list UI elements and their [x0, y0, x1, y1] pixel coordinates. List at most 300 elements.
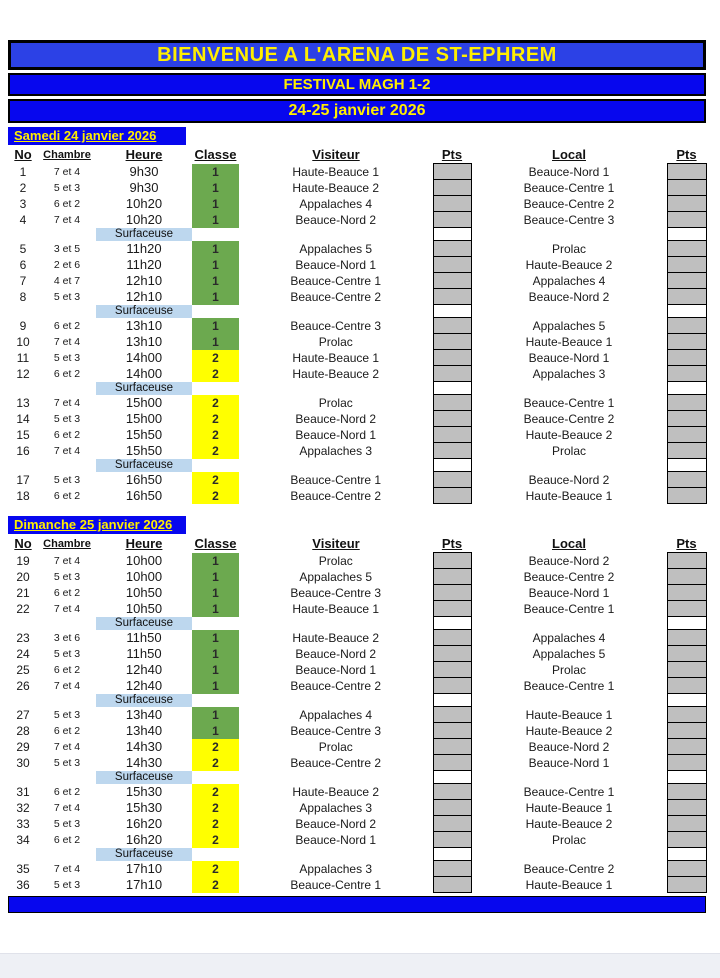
cell-local	[471, 617, 667, 630]
cell-visiteur: Appalaches 4	[299, 707, 373, 722]
column-header-heure: Heure	[125, 147, 163, 163]
cell-visiteur: Beauce-Nord 1	[295, 257, 377, 272]
game-row	[8, 366, 706, 382]
schedule-table	[8, 535, 707, 893]
cell-visiteur: Haute-Beauce 1	[292, 350, 380, 365]
cell-visiteur: Beauce-Nord 2	[295, 212, 377, 227]
game-row	[8, 800, 706, 816]
cell-classe: 2	[192, 877, 239, 893]
cell-no: 7	[19, 273, 27, 288]
cell-chambre: 6 et 2	[53, 586, 81, 599]
pts-box-visiteur	[433, 617, 471, 630]
cell-classe: 1	[192, 601, 239, 617]
column-header-local: Local	[552, 147, 586, 163]
column-header-pts-l: Pts	[676, 147, 697, 162]
cell-no: 34	[16, 832, 30, 847]
cell-chambre	[38, 305, 96, 318]
pts-box-visiteur	[433, 289, 471, 305]
cell-heure: 10h50	[125, 601, 163, 616]
cell-no	[8, 228, 38, 241]
cell-no: 31	[16, 784, 30, 799]
pts-box-local	[667, 273, 706, 289]
cell-classe: 1	[192, 273, 239, 289]
cell-classe	[192, 459, 239, 472]
pts-box-visiteur	[433, 816, 471, 832]
cell-visiteur: Beauce-Nord 2	[295, 411, 377, 426]
cell-heure: 15h30	[125, 784, 163, 799]
cell-visiteur: Prolac	[318, 553, 353, 568]
pts-box-visiteur	[433, 646, 471, 662]
cell-heure: 12h10	[125, 289, 163, 304]
pts-box-local	[667, 662, 706, 678]
cell-classe: 2	[192, 739, 239, 755]
cell-classe: 2	[192, 395, 239, 411]
cell-local: Beauce-Nord 2	[528, 553, 610, 568]
cell-classe: 1	[192, 196, 239, 212]
cell-local: Haute-Beauce 1	[525, 707, 613, 722]
cell-classe: 1	[192, 585, 239, 601]
cell-heure: 11h20	[126, 257, 162, 272]
game-row	[8, 350, 706, 366]
cell-chambre: 6 et 2	[53, 724, 81, 737]
cell-classe	[192, 382, 239, 395]
game-row	[8, 784, 706, 800]
cell-classe: 1	[192, 646, 239, 662]
cell-chambre: 7 et 4	[53, 335, 81, 348]
cell-no: 20	[16, 569, 30, 584]
cell-classe: 1	[192, 569, 239, 585]
column-header-heure: Heure	[125, 536, 163, 552]
game-row	[8, 585, 706, 601]
pts-box-visiteur	[433, 241, 471, 257]
cell-no: 17	[16, 472, 30, 487]
cell-visiteur: Appalaches 3	[299, 800, 373, 815]
surfaceuse-row	[8, 694, 706, 707]
cell-local: Beauce-Nord 2	[528, 289, 610, 304]
cell-chambre	[38, 771, 96, 784]
pts-box-local	[667, 569, 706, 585]
cell-visiteur	[239, 459, 433, 472]
pts-box-visiteur	[433, 694, 471, 707]
pts-box-visiteur	[433, 212, 471, 228]
cell-visiteur: Haute-Beauce 1	[292, 601, 380, 616]
cell-heure: 12h40	[125, 678, 163, 693]
cell-heure: 13h10	[125, 318, 163, 333]
game-row	[8, 241, 706, 257]
cell-visiteur: Prolac	[318, 739, 353, 754]
cell-no: 26	[16, 678, 30, 693]
game-row	[8, 488, 706, 504]
cell-no: 18	[16, 488, 30, 503]
cell-visiteur: Haute-Beauce 2	[292, 366, 380, 381]
surfaceuse-cell: Surfaceuse	[96, 305, 192, 318]
pts-box-visiteur	[433, 755, 471, 771]
cell-local: Beauce-Nord 1	[528, 585, 610, 600]
cell-visiteur: Beauce-Centre 3	[290, 723, 382, 738]
cell-visiteur: Haute-Beauce 2	[292, 630, 380, 645]
pts-box-local	[667, 443, 706, 459]
game-row	[8, 569, 706, 585]
column-header-chambre: Chambre	[43, 537, 91, 550]
cell-heure: 10h50	[125, 585, 163, 600]
cell-classe: 2	[192, 832, 239, 848]
cell-local: Prolac	[551, 832, 586, 847]
cell-classe: 2	[192, 784, 239, 800]
cell-visiteur: Prolac	[318, 395, 353, 410]
cell-classe: 2	[192, 861, 239, 877]
pts-box-visiteur	[433, 196, 471, 212]
cell-classe: 1	[192, 662, 239, 678]
cell-heure: 14h30	[125, 739, 163, 754]
pts-box-visiteur	[433, 678, 471, 694]
cell-classe: 1	[192, 180, 239, 196]
cell-visiteur: Beauce-Nord 1	[295, 662, 377, 677]
pts-box-local	[667, 334, 706, 350]
cell-no: 8	[19, 289, 27, 304]
cell-visiteur: Beauce-Nord 2	[295, 816, 377, 831]
cell-visiteur	[239, 382, 433, 395]
cell-local: Appalaches 3	[532, 366, 606, 381]
cell-visiteur: Beauce-Centre 1	[290, 877, 382, 892]
cell-local: Haute-Beauce 2	[525, 816, 613, 831]
cell-classe	[192, 848, 239, 861]
column-header-visiteur: Visiteur	[312, 147, 360, 163]
pts-box-visiteur	[433, 472, 471, 488]
cell-no: 4	[19, 212, 27, 227]
cell-visiteur: Haute-Beauce 2	[292, 180, 380, 195]
pts-box-visiteur	[433, 257, 471, 273]
pts-box-local	[667, 289, 706, 305]
cell-visiteur: Beauce-Centre 1	[290, 472, 382, 487]
game-row	[8, 334, 706, 350]
cell-no: 25	[16, 662, 30, 677]
cell-classe: 2	[192, 755, 239, 771]
game-row	[8, 443, 706, 459]
cell-chambre: 6 et 2	[53, 367, 81, 380]
cell-chambre: 3 et 5	[53, 242, 81, 255]
cell-no: 10	[16, 334, 30, 349]
cell-no: 11	[16, 350, 30, 365]
cell-local: Appalaches 4	[532, 630, 606, 645]
cell-no: 28	[16, 723, 30, 738]
cell-heure: 12h40	[125, 662, 163, 677]
cell-classe	[192, 228, 239, 241]
cell-chambre: 4 et 7	[53, 274, 81, 287]
pts-box-visiteur	[433, 832, 471, 848]
cell-local: Beauce-Nord 1	[528, 755, 610, 770]
cell-chambre: 7 et 4	[53, 165, 81, 178]
pts-box-local	[667, 646, 706, 662]
cell-visiteur: Beauce-Nord 2	[295, 646, 377, 661]
pts-box-visiteur	[433, 395, 471, 411]
cell-visiteur: Beauce-Centre 2	[290, 755, 382, 770]
pts-box-local	[667, 180, 706, 196]
cell-local: Appalaches 4	[532, 273, 606, 288]
cell-no: 35	[16, 861, 30, 876]
cell-visiteur: Appalaches 5	[299, 241, 373, 256]
cell-no: 30	[16, 755, 30, 770]
cell-heure: 13h10	[125, 334, 163, 349]
cell-no: 13	[16, 395, 30, 410]
game-row	[8, 755, 706, 771]
cell-chambre: 5 et 3	[53, 708, 81, 721]
cell-local: Beauce-Centre 2	[523, 569, 615, 584]
pts-box-local	[667, 212, 706, 228]
cell-local: Beauce-Centre 2	[523, 861, 615, 876]
game-row	[8, 646, 706, 662]
cell-no: 36	[16, 877, 30, 892]
cell-no: 14	[16, 411, 30, 426]
column-header-classe: Classe	[194, 536, 237, 552]
cell-no	[8, 305, 38, 318]
cell-local	[471, 382, 667, 395]
game-row	[8, 395, 706, 411]
cell-classe	[192, 694, 239, 707]
cell-chambre: 7 et 4	[53, 862, 81, 875]
pts-box-local	[667, 459, 706, 472]
cell-heure: 15h00	[125, 395, 163, 410]
cell-chambre: 7 et 4	[53, 396, 81, 409]
pts-box-visiteur	[433, 553, 471, 569]
cell-classe: 1	[192, 678, 239, 694]
cell-classe: 2	[192, 443, 239, 459]
game-row	[8, 472, 706, 488]
cell-local: Beauce-Nord 1	[528, 350, 610, 365]
pts-box-visiteur	[433, 164, 471, 180]
cell-no: 33	[16, 816, 30, 831]
pts-box-visiteur	[433, 771, 471, 784]
pts-box-local	[667, 228, 706, 241]
cell-chambre: 6 et 2	[53, 785, 81, 798]
cell-no	[8, 694, 38, 707]
cell-no: 32	[16, 800, 30, 815]
surfaceuse-cell: Surfaceuse	[96, 382, 192, 395]
cell-chambre: 5 et 3	[53, 647, 81, 660]
cell-chambre: 2 et 6	[53, 258, 81, 271]
cell-no: 16	[16, 443, 30, 458]
game-row	[8, 630, 706, 646]
column-header-pts-v: Pts	[441, 536, 463, 551]
cell-chambre: 5 et 3	[53, 351, 81, 364]
cell-chambre: 7 et 4	[53, 444, 81, 457]
pts-box-visiteur	[433, 459, 471, 472]
pts-box-local	[667, 800, 706, 816]
cell-visiteur: Beauce-Centre 3	[290, 318, 382, 333]
cell-heure: 10h20	[125, 196, 163, 211]
cell-heure: 16h50	[125, 488, 163, 503]
cell-no: 24	[16, 646, 30, 661]
cell-local: Beauce-Centre 2	[523, 411, 615, 426]
game-row	[8, 196, 706, 212]
cell-local: Beauce-Nord 2	[528, 472, 610, 487]
pts-box-visiteur	[433, 800, 471, 816]
cell-heure: 10h00	[125, 553, 163, 568]
cell-no: 23	[16, 630, 30, 645]
cell-visiteur	[239, 848, 433, 861]
game-row	[8, 180, 706, 196]
cell-chambre: 6 et 2	[53, 833, 81, 846]
cell-classe: 2	[192, 816, 239, 832]
cell-classe	[192, 771, 239, 784]
surfaceuse-row	[8, 459, 706, 472]
cell-visiteur: Beauce-Nord 1	[295, 427, 377, 442]
column-header-visiteur: Visiteur	[312, 536, 360, 552]
cell-classe	[192, 305, 239, 318]
cell-classe: 1	[192, 334, 239, 350]
cell-chambre: 3 et 6	[53, 631, 81, 644]
cell-visiteur: Beauce-Centre 3	[290, 585, 382, 600]
cell-no: 22	[16, 601, 30, 616]
cell-visiteur	[239, 228, 433, 241]
game-row	[8, 739, 706, 755]
cell-heure: 11h20	[126, 241, 162, 256]
pts-box-visiteur	[433, 707, 471, 723]
cell-heure: 17h10	[125, 861, 163, 876]
cell-no: 6	[19, 257, 27, 272]
pts-box-visiteur	[433, 784, 471, 800]
pts-box-local	[667, 739, 706, 755]
surfaceuse-cell: Surfaceuse	[96, 771, 192, 784]
pts-box-visiteur	[433, 585, 471, 601]
cell-chambre: 7 et 4	[53, 679, 81, 692]
cell-no	[8, 617, 38, 630]
pts-box-local	[667, 318, 706, 334]
cell-chambre: 7 et 4	[53, 554, 81, 567]
cell-visiteur: Appalaches 3	[299, 443, 373, 458]
cell-classe: 1	[192, 553, 239, 569]
cell-chambre: 7 et 4	[53, 602, 81, 615]
cell-visiteur	[239, 694, 433, 707]
cell-heure: 9h30	[129, 164, 159, 179]
pts-box-local	[667, 553, 706, 569]
cell-chambre: 6 et 2	[53, 489, 81, 502]
pts-box-local	[667, 411, 706, 427]
cell-no: 3	[19, 196, 27, 211]
cell-local: Haute-Beauce 1	[525, 877, 613, 892]
pts-box-visiteur	[433, 427, 471, 443]
cell-visiteur	[239, 617, 433, 630]
surfaceuse-cell: Surfaceuse	[96, 228, 192, 241]
day-sections	[8, 127, 706, 893]
pts-box-local	[667, 877, 706, 893]
header-row	[8, 146, 706, 164]
pts-box-local	[667, 832, 706, 848]
game-row	[8, 832, 706, 848]
pts-box-local	[667, 241, 706, 257]
pts-box-local	[667, 707, 706, 723]
cell-no	[8, 771, 38, 784]
pts-box-local	[667, 771, 706, 784]
surfaceuse-cell: Surfaceuse	[96, 848, 192, 861]
banner-welcome: BIENVENUE A L'ARENA DE ST-EPHREM	[8, 40, 706, 70]
cell-classe: 1	[192, 630, 239, 646]
cell-local: Beauce-Centre 1	[523, 678, 615, 693]
pts-box-local	[667, 784, 706, 800]
cell-visiteur: Beauce-Centre 2	[290, 678, 382, 693]
cell-chambre: 5 et 3	[53, 473, 81, 486]
cell-chambre	[38, 459, 96, 472]
cell-no	[8, 382, 38, 395]
cell-chambre: 7 et 4	[53, 801, 81, 814]
cell-local: Beauce-Nord 2	[528, 739, 610, 754]
cell-chambre: 5 et 3	[53, 181, 81, 194]
column-header-local: Local	[552, 536, 586, 552]
page-footer-band	[0, 953, 720, 978]
header-row	[8, 535, 706, 553]
pts-box-visiteur	[433, 630, 471, 646]
pts-box-local	[667, 366, 706, 382]
day-header: Dimanche 25 janvier 2026	[8, 516, 186, 534]
pts-box-local	[667, 848, 706, 861]
cell-classe: 2	[192, 350, 239, 366]
cell-chambre: 6 et 2	[53, 663, 81, 676]
cell-heure: 12h10	[125, 273, 163, 288]
cell-chambre: 5 et 3	[53, 412, 81, 425]
pts-box-local	[667, 196, 706, 212]
cell-heure: 11h50	[126, 630, 162, 645]
cell-heure: 16h20	[125, 832, 163, 847]
cell-no: 12	[16, 366, 30, 381]
cell-local	[471, 305, 667, 318]
pts-box-local	[667, 694, 706, 707]
cell-no	[8, 459, 38, 472]
cell-local: Beauce-Nord 1	[528, 164, 610, 179]
cell-classe: 2	[192, 411, 239, 427]
cell-chambre: 7 et 4	[53, 213, 81, 226]
game-row	[8, 289, 706, 305]
cell-visiteur: Appalaches 4	[299, 196, 373, 211]
cell-local: Appalaches 5	[532, 318, 606, 333]
game-row	[8, 318, 706, 334]
pts-box-visiteur	[433, 318, 471, 334]
pts-box-visiteur	[433, 723, 471, 739]
cell-visiteur: Beauce-Centre 2	[290, 289, 382, 304]
pts-box-local	[667, 257, 706, 273]
pts-box-visiteur	[433, 366, 471, 382]
pts-box-visiteur	[433, 877, 471, 893]
cell-no: 29	[16, 739, 30, 754]
pts-box-local	[667, 395, 706, 411]
cell-local: Beauce-Centre 1	[523, 395, 615, 410]
surfaceuse-row	[8, 228, 706, 241]
pts-box-visiteur	[433, 334, 471, 350]
banner-dates: 24-25 janvier 2026	[8, 99, 706, 123]
pts-box-visiteur	[433, 569, 471, 585]
cell-no: 19	[16, 553, 30, 568]
cell-chambre: 5 et 3	[53, 570, 81, 583]
game-row	[8, 601, 706, 617]
cell-local: Haute-Beauce 2	[525, 427, 613, 442]
pts-box-local	[667, 617, 706, 630]
game-row	[8, 553, 706, 569]
surfaceuse-row	[8, 848, 706, 861]
cell-classe: 2	[192, 366, 239, 382]
surfaceuse-cell: Surfaceuse	[96, 617, 192, 630]
bottom-blue-bar	[8, 896, 706, 913]
cell-local: Beauce-Centre 3	[523, 212, 615, 227]
column-header-chambre: Chambre	[43, 148, 91, 161]
pts-box-visiteur	[433, 228, 471, 241]
cell-local: Beauce-Centre 1	[523, 180, 615, 195]
day-section-dimanche	[8, 516, 706, 893]
cell-no: 1	[19, 164, 27, 179]
pts-box-visiteur	[433, 180, 471, 196]
cell-no: 9	[19, 318, 27, 333]
pts-box-visiteur	[433, 662, 471, 678]
cell-classe: 2	[192, 472, 239, 488]
cell-classe: 1	[192, 707, 239, 723]
cell-no: 5	[19, 241, 27, 256]
